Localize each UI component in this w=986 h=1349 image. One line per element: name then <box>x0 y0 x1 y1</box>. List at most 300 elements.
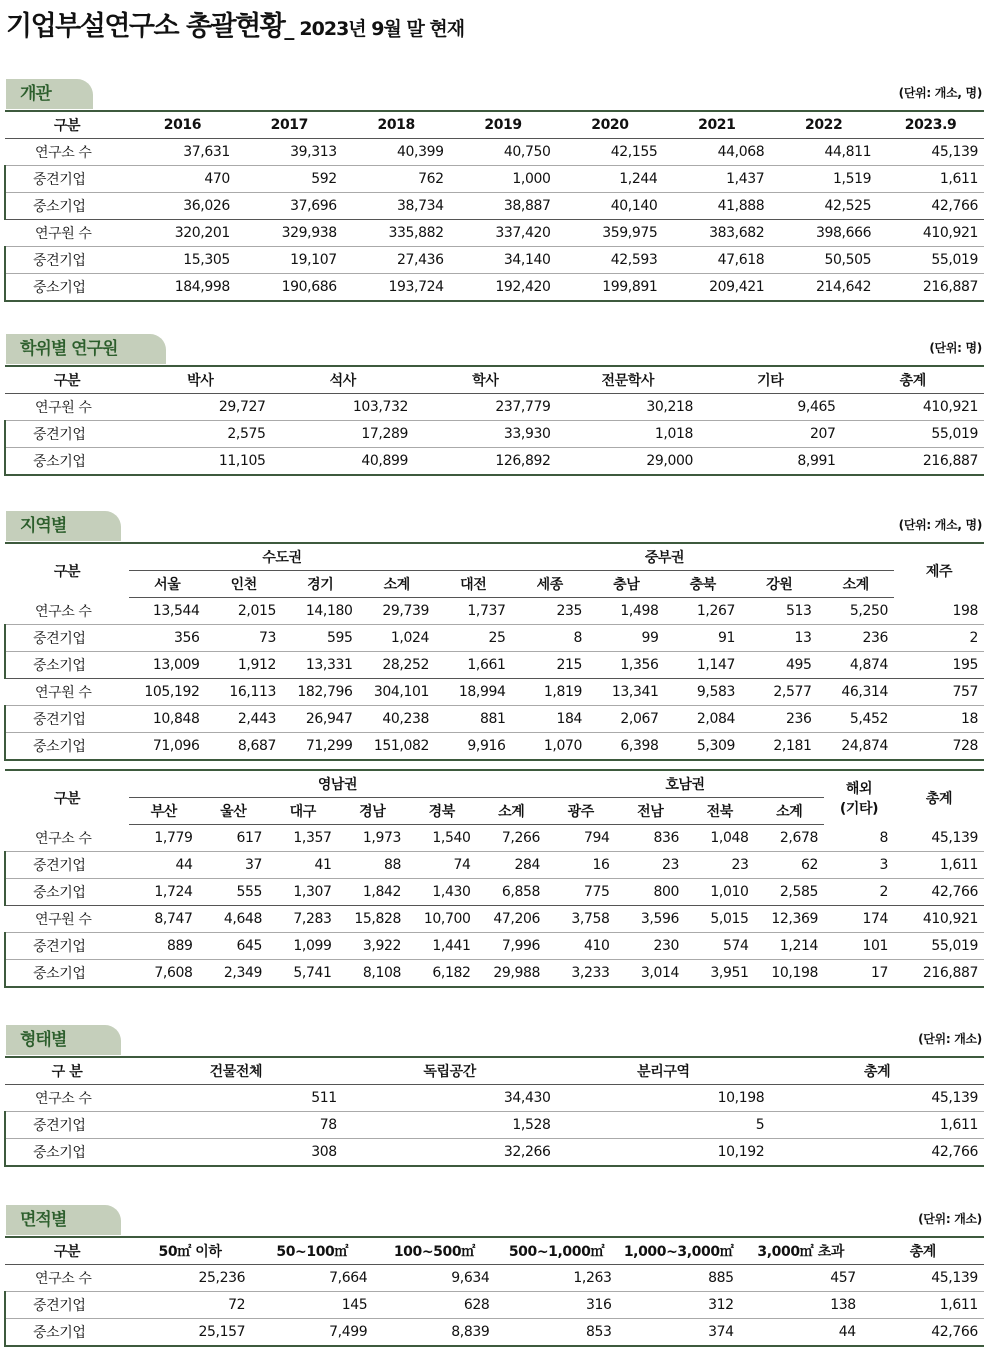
table-cell: 13,009 <box>129 652 206 679</box>
table-cell: 72 <box>129 1292 251 1319</box>
table-cell: 2,084 <box>665 706 742 733</box>
table-cell: 27,436 <box>343 247 450 274</box>
table-cell: 174 <box>824 906 894 933</box>
row-label: 연구소 수 <box>35 830 92 847</box>
section-tab-overview: 개관 <box>6 79 93 109</box>
table-cell: 1,611 <box>770 1112 984 1139</box>
header-cell: 전남 <box>616 798 686 825</box>
table-cell: 17,289 <box>272 421 415 448</box>
table-cell: 193,724 <box>343 274 450 302</box>
table-cell: 23 <box>685 852 755 879</box>
table-row <box>5 220 984 247</box>
table-cell: 37 <box>199 852 269 879</box>
table-cell: 8,839 <box>373 1319 495 1347</box>
overseas-line-1: 해외 <box>845 780 873 797</box>
table-row <box>5 733 984 761</box>
table-cell: 2,443 <box>206 706 283 733</box>
table-cell: 215 <box>512 652 589 679</box>
table-cell: 1,070 <box>512 733 589 761</box>
table-cell: 10,198 <box>717 1090 765 1106</box>
table-cell: 10,192 <box>557 1139 771 1167</box>
table-cell: 17 <box>824 960 894 988</box>
table-cell: 44,811 <box>824 144 872 160</box>
table-cell: 4,874 <box>818 652 895 679</box>
table-row <box>5 166 984 193</box>
table-cell: 10,700 <box>407 906 477 933</box>
table-cell: 15,828 <box>338 906 408 933</box>
group-header-capital: 수도권 <box>129 543 435 571</box>
table-cell: 1,611 <box>862 1292 984 1319</box>
row-label: 중소기업 <box>5 1319 129 1347</box>
table-cell: 1,214 <box>755 933 825 960</box>
table-cell: 237,779 <box>495 399 551 415</box>
header-cell: 기타 <box>699 366 842 394</box>
table-cell: 3,758 <box>546 906 616 933</box>
table-row <box>5 1292 984 1319</box>
table-cell: 101 <box>824 933 894 960</box>
section-tab-region: 지역별 <box>6 511 121 541</box>
table-cell: 8,108 <box>338 960 408 988</box>
row-label: 연구원 수 <box>35 400 92 416</box>
table-cell: 836 <box>653 830 679 846</box>
table-cell: 1,430 <box>407 879 477 906</box>
table-cell: 42,766 <box>770 1139 984 1167</box>
row-label: 중견기업 <box>5 247 129 274</box>
table-cell: 383,682 <box>663 220 770 247</box>
table-cell: 45,139 <box>931 144 978 160</box>
table-cell: 1,661 <box>435 652 512 679</box>
table-cell: 236 <box>818 625 895 652</box>
table-cell: 1,737 <box>467 603 506 619</box>
table-cell: 1,024 <box>359 625 436 652</box>
row-label: 연구원 수 <box>5 220 129 247</box>
table-cell: 3,951 <box>685 960 755 988</box>
degree-table <box>4 365 984 476</box>
table-cell: 62 <box>755 852 825 879</box>
group-header-yeongnam: 영남권 <box>129 770 546 798</box>
row-label: 연구소 수 <box>35 145 92 161</box>
table-cell: 42,155 <box>610 144 658 160</box>
table-cell: 284 <box>477 852 547 879</box>
table-cell: 41 <box>268 852 338 879</box>
table-cell: 3,922 <box>338 933 408 960</box>
table-cell: 14,180 <box>305 603 353 619</box>
table-cell: 5,015 <box>685 906 755 933</box>
header-cell: 2016 <box>129 111 236 139</box>
header-cell: 경북 <box>407 798 477 825</box>
table-cell: 209,421 <box>663 274 770 302</box>
header-cell: 충남 <box>588 571 665 598</box>
table-cell: 5,250 <box>849 603 888 619</box>
table-cell: 13,341 <box>588 679 665 706</box>
header-cell: 제주 <box>894 543 984 598</box>
table-cell: 13,544 <box>152 603 200 619</box>
table-cell: 1,000 <box>450 166 557 193</box>
table-cell: 885 <box>708 1270 734 1286</box>
table-cell: 9,583 <box>665 679 742 706</box>
table-cell: 1,519 <box>770 166 877 193</box>
region1-body <box>5 598 984 761</box>
section-tab-area: 면적별 <box>6 1205 121 1235</box>
table-cell: 230 <box>616 933 686 960</box>
table-cell: 44 <box>129 852 199 879</box>
table-cell: 30,218 <box>646 399 693 415</box>
table-cell: 99 <box>588 625 665 652</box>
table-cell: 55,019 <box>877 247 984 274</box>
table-cell: 7,499 <box>251 1319 373 1347</box>
row-label: 연구원 수 <box>5 906 129 933</box>
header-cell: 총계 <box>770 1057 984 1085</box>
table-cell: 1,099 <box>268 933 338 960</box>
table-cell: 2 <box>824 879 894 906</box>
degree-body <box>5 394 984 476</box>
header-cell: 대전 <box>435 571 512 598</box>
table-cell: 7,283 <box>268 906 338 933</box>
table-cell: 29,727 <box>218 399 266 415</box>
table-cell: 3 <box>824 852 894 879</box>
table-cell: 5,452 <box>818 706 895 733</box>
table-cell: 574 <box>685 933 755 960</box>
title-main: 기업부설연구소 총괄현황 <box>6 11 285 42</box>
table-cell: 40,899 <box>272 448 415 476</box>
header-cell: 충북 <box>665 571 742 598</box>
table-cell: 26,947 <box>282 706 359 733</box>
table-cell: 889 <box>129 933 199 960</box>
table-cell: 1,437 <box>663 166 770 193</box>
table-cell: 3,233 <box>546 960 616 988</box>
table-cell: 1,441 <box>407 933 477 960</box>
header-cell: 소계 <box>818 571 895 598</box>
table-cell: 138 <box>740 1292 862 1319</box>
table-cell: 73 <box>206 625 283 652</box>
table-cell: 5 <box>557 1112 771 1139</box>
table-cell: 320,201 <box>129 220 236 247</box>
table-cell: 38,887 <box>450 193 557 220</box>
header-cell: 50㎡ 이하 <box>129 1237 251 1265</box>
table-cell: 1,528 <box>343 1112 557 1139</box>
table-cell: 42,766 <box>894 879 984 906</box>
table-cell: 359,975 <box>557 220 664 247</box>
table-cell: 511 <box>311 1090 337 1106</box>
table-cell: 42,766 <box>877 193 984 220</box>
table-row <box>5 247 984 274</box>
table-cell: 10,198 <box>755 960 825 988</box>
table-cell: 800 <box>616 879 686 906</box>
table-cell: 2 <box>894 625 984 652</box>
header-cell: 전문학사 <box>557 366 700 394</box>
table-cell: 16,113 <box>206 679 283 706</box>
table-cell: 1,307 <box>268 879 338 906</box>
header-cell: 2017 <box>236 111 343 139</box>
table-cell: 8,687 <box>206 733 283 761</box>
table-cell: 37,631 <box>183 144 230 160</box>
row-label: 중소기업 <box>5 960 129 988</box>
table-cell: 88 <box>338 852 408 879</box>
table-cell: 216,887 <box>877 274 984 302</box>
region2-body <box>5 825 984 988</box>
table-row <box>5 193 984 220</box>
table-cell: 1,912 <box>206 652 283 679</box>
table-cell: 495 <box>741 652 818 679</box>
table-row <box>5 1265 984 1292</box>
table-cell: 374 <box>618 1319 740 1347</box>
group-header-central: 중부권 <box>435 543 894 571</box>
overseas-line-2: (기타) <box>839 800 879 817</box>
table-cell: 32,266 <box>343 1139 557 1167</box>
table-cell: 2,678 <box>779 830 818 846</box>
table-cell: 74 <box>407 852 477 879</box>
row-label: 중견기업 <box>5 1112 129 1139</box>
table-cell: 1,724 <box>129 879 199 906</box>
table-cell: 23 <box>616 852 686 879</box>
table-cell: 1,540 <box>432 830 471 846</box>
row-label: 연구원 수 <box>5 679 129 706</box>
table-cell: 13 <box>741 625 818 652</box>
table-cell: 2,577 <box>741 679 818 706</box>
table-row <box>5 274 984 302</box>
table-cell: 410,921 <box>877 220 984 247</box>
group-header-honam: 호남권 <box>546 770 824 798</box>
table-cell: 47,618 <box>663 247 770 274</box>
table-cell: 1,611 <box>877 166 984 193</box>
title-dash: _ <box>284 16 295 40</box>
table-cell: 1,048 <box>710 830 749 846</box>
table-cell: 316 <box>495 1292 617 1319</box>
table-cell: 308 <box>129 1139 343 1167</box>
row-label: 중견기업 <box>5 852 129 879</box>
header-cell: 학사 <box>414 366 557 394</box>
row-label: 중소기업 <box>5 652 129 679</box>
table-row <box>5 852 984 879</box>
table-cell: 40,750 <box>503 144 551 160</box>
degree-header-row <box>5 366 984 394</box>
header-cell: 구분 <box>5 770 129 825</box>
table-cell: 198 <box>952 602 978 619</box>
row-label: 중견기업 <box>5 625 129 652</box>
table-cell: 628 <box>373 1292 495 1319</box>
table-row <box>5 625 984 652</box>
type-unit: (단위: 개소) <box>918 1032 982 1046</box>
table-cell: 37,696 <box>236 193 343 220</box>
table-cell: 6,398 <box>588 733 665 761</box>
table-cell: 356 <box>129 625 206 652</box>
table-cell: 15,305 <box>129 247 236 274</box>
table-cell: 29,739 <box>382 603 429 619</box>
area-table <box>4 1236 984 1347</box>
table-cell: 55,019 <box>894 933 984 960</box>
table-cell: 10,848 <box>129 706 206 733</box>
table-row <box>5 906 984 933</box>
header-cell: 2019 <box>450 111 557 139</box>
table-cell: 8,747 <box>129 906 199 933</box>
table-cell: 11,105 <box>129 448 272 476</box>
table-cell: 25,157 <box>129 1319 251 1347</box>
table-cell: 1,842 <box>338 879 408 906</box>
table-cell: 103,732 <box>352 399 408 415</box>
table-row <box>5 933 984 960</box>
table-cell: 25 <box>435 625 512 652</box>
table-cell: 2,575 <box>129 421 272 448</box>
region-table-2 <box>4 769 984 988</box>
header-cell: 총계 <box>862 1237 984 1265</box>
table-cell: 555 <box>199 879 269 906</box>
header-cell: 구분 <box>5 1237 129 1265</box>
table-cell: 775 <box>546 879 616 906</box>
table-row <box>5 879 984 906</box>
section-tab-degree: 학위별 연구원 <box>6 334 166 364</box>
type-body <box>5 1085 984 1167</box>
table-cell: 335,882 <box>343 220 450 247</box>
header-cell: 소계 <box>755 798 825 825</box>
table-cell: 91 <box>665 625 742 652</box>
table-cell: 18 <box>894 706 984 733</box>
table-cell: 7,996 <box>477 933 547 960</box>
table-cell: 235 <box>556 603 582 619</box>
table-cell: 105,192 <box>129 679 206 706</box>
table-cell: 645 <box>199 933 269 960</box>
table-cell: 1,819 <box>512 679 589 706</box>
table-cell: 9,465 <box>797 399 836 415</box>
header-cell: 분리구역 <box>557 1057 771 1085</box>
header-cell: 세종 <box>512 571 589 598</box>
table-cell: 410,921 <box>894 906 984 933</box>
table-cell: 207 <box>699 421 842 448</box>
row-label: 중소기업 <box>5 448 129 476</box>
table-cell: 7,266 <box>501 830 540 846</box>
row-label: 연구소 수 <box>35 1271 92 1287</box>
header-cell: 광주 <box>546 798 616 825</box>
table-cell: 13,331 <box>282 652 359 679</box>
header-cell: 500~1,000㎡ <box>495 1237 617 1265</box>
table-row <box>5 1319 984 1347</box>
header-cell: 구분 <box>5 111 129 139</box>
table-cell: 2,067 <box>588 706 665 733</box>
table-cell: 7,664 <box>329 1270 368 1286</box>
area-unit: (단위: 개소) <box>918 1212 982 1226</box>
overview-body <box>5 139 984 302</box>
table-cell: 16 <box>546 852 616 879</box>
table-cell: 199,891 <box>557 274 664 302</box>
table-cell: 24,874 <box>818 733 895 761</box>
area-body <box>5 1265 984 1347</box>
table-cell: 5,309 <box>665 733 742 761</box>
table-cell: 881 <box>435 706 512 733</box>
table-cell: 457 <box>830 1270 856 1286</box>
table-cell: 2,181 <box>741 733 818 761</box>
table-cell: 216,887 <box>842 448 985 476</box>
table-cell: 1,498 <box>620 603 659 619</box>
table-cell: 304,101 <box>359 679 436 706</box>
table-row <box>5 139 984 166</box>
header-cell: 전북 <box>685 798 755 825</box>
header-cell: 2020 <box>557 111 664 139</box>
table-cell: 8,991 <box>699 448 842 476</box>
table-cell: 4,648 <box>199 906 269 933</box>
table-cell: 29,988 <box>477 960 547 988</box>
table-cell: 192,420 <box>450 274 557 302</box>
table-cell: 8 <box>512 625 589 652</box>
region1-group-row <box>5 543 984 571</box>
header-cell: 부산 <box>129 798 199 825</box>
table-cell: 1,018 <box>557 421 700 448</box>
type-header-row <box>5 1057 984 1085</box>
table-cell: 337,420 <box>450 220 557 247</box>
header-cell-overseas <box>824 770 894 825</box>
header-cell: 3,000㎡ 초과 <box>740 1237 862 1265</box>
table-cell: 151,082 <box>359 733 436 761</box>
header-cell: 총계 <box>894 770 984 825</box>
table-cell: 40,238 <box>359 706 436 733</box>
table-cell: 39,313 <box>290 144 337 160</box>
table-row <box>5 679 984 706</box>
table-row <box>5 598 984 625</box>
row-label: 연구소 수 <box>35 603 92 620</box>
table-cell: 184,998 <box>129 274 236 302</box>
header-cell: 구 분 <box>5 1057 129 1085</box>
table-row <box>5 394 984 421</box>
table-cell: 29,000 <box>557 448 700 476</box>
header-cell: 서울 <box>129 571 206 598</box>
header-cell: 독립공간 <box>343 1057 557 1085</box>
table-cell: 41,888 <box>663 193 770 220</box>
table-cell: 12,369 <box>755 906 825 933</box>
table-row <box>5 448 984 476</box>
table-cell: 42,593 <box>557 247 664 274</box>
degree-unit: (단위: 명) <box>929 341 982 355</box>
table-row <box>5 825 984 852</box>
table-cell: 312 <box>618 1292 740 1319</box>
table-cell: 410 <box>546 933 616 960</box>
table-cell: 410,921 <box>922 399 978 415</box>
table-cell: 513 <box>785 603 812 619</box>
header-cell: 소계 <box>477 798 547 825</box>
header-cell: 소계 <box>359 571 436 598</box>
header-cell: 구분 <box>5 543 129 598</box>
table-cell: 794 <box>583 830 610 846</box>
header-cell: 강원 <box>741 571 818 598</box>
table-cell: 3,596 <box>616 906 686 933</box>
table-cell: 195 <box>894 652 984 679</box>
header-cell: 2021 <box>663 111 770 139</box>
header-cell: 울산 <box>199 798 269 825</box>
table-cell: 45,139 <box>931 829 978 846</box>
header-cell: 2018 <box>343 111 450 139</box>
table-cell: 617 <box>236 830 262 846</box>
table-cell: 2,015 <box>237 603 276 619</box>
row-label: 중견기업 <box>5 421 129 448</box>
table-cell: 592 <box>236 166 343 193</box>
table-cell: 36,026 <box>129 193 236 220</box>
row-label: 중소기업 <box>5 193 129 220</box>
table-cell: 6,858 <box>477 879 547 906</box>
header-cell: 총계 <box>842 366 985 394</box>
header-cell: 대구 <box>268 798 338 825</box>
table-cell: 38,734 <box>343 193 450 220</box>
table-cell: 126,892 <box>414 448 557 476</box>
table-cell: 190,686 <box>236 274 343 302</box>
row-label: 중소기업 <box>5 879 129 906</box>
row-label: 중소기업 <box>5 1139 129 1167</box>
table-cell: 45,139 <box>931 1090 978 1106</box>
table-cell: 184 <box>512 706 589 733</box>
table-cell: 182,796 <box>282 679 359 706</box>
table-cell: 44 <box>740 1319 862 1347</box>
region1-sub-row <box>5 571 984 598</box>
table-cell: 7,608 <box>129 960 199 988</box>
row-label: 연구소 수 <box>35 1091 92 1107</box>
overview-table <box>4 110 984 302</box>
header-cell: 50~100㎡ <box>251 1237 373 1265</box>
